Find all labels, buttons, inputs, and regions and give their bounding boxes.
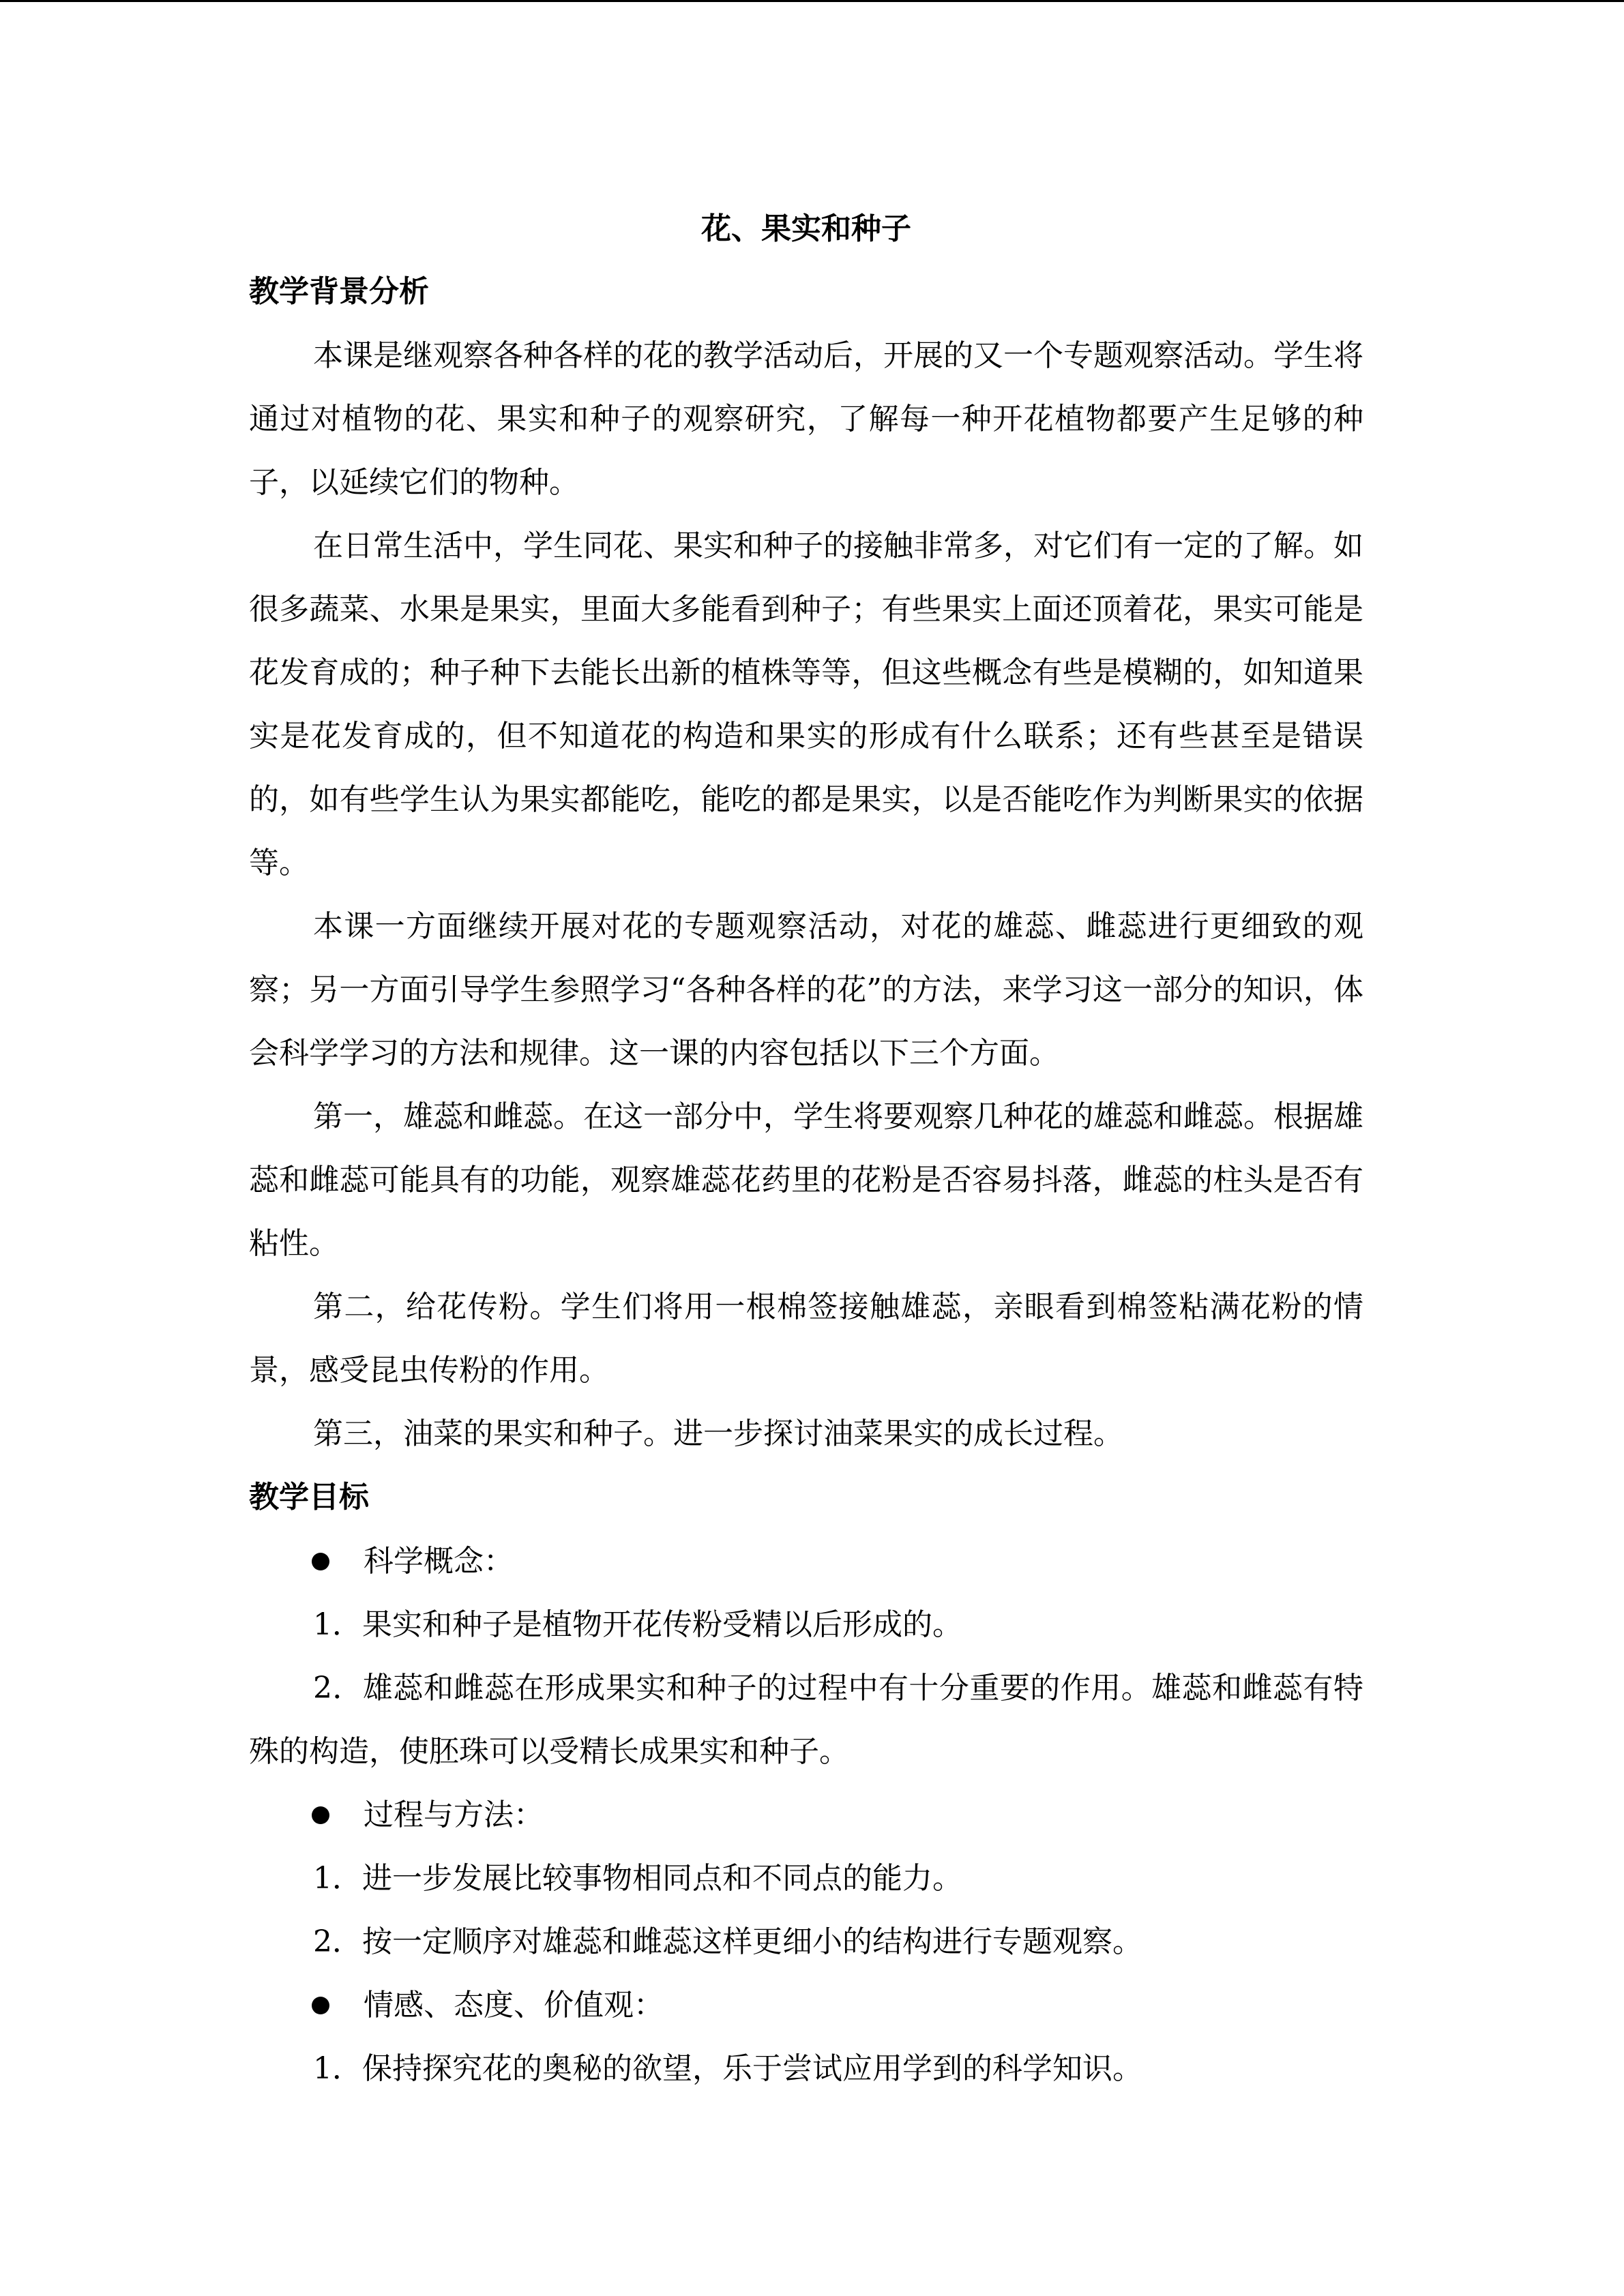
paragraph: 本课一方面继续开展对花的专题观察活动，对花的雄蕊、雌蕊进行更细致的观察；另一方面引导学生参照学习“各种各样的花”的方法，来学习这一部分的知识，体会科学学习的方法和规律。这一课的内容包括以下三个方面。 <box>249 909 1363 1071</box>
paragraph: 在日常生活中，学生同花、果实和种子的接触非常多，对它们有一定的了解。如很多蔬菜、水果是果实，里面大多能看到种子；有些果实上面还顶着花，果实可能是花发育成的；种子种下去能长出新的植株等等，但这些概念有些是模糊的，如知道果实是花发育成的，但不知道花的构造和果实的形成有什么联系；还有些甚至是错误的，如有些学生认为果实都能吃，能吃的都是果实，以是否能吃作为判断果实的依据等。 <box>249 528 1363 880</box>
goal-group-label-text: 情感、态度、价值观： <box>364 1988 664 2023</box>
paragraph: 第三，油菜的果实和种子。进一步探讨油菜果实的成长过程。 <box>313 1416 1123 1451</box>
paragraph: 第一，雄蕊和雌蕊。在这一部分中，学生将要观察几种花的雄蕊和雌蕊。根据雄蕊和雌蕊可能具有的功能，观察雄蕊花药里的花粉是否容易抖落，雌蕊的柱头是否有粘性。 <box>249 1099 1363 1261</box>
goal-group-label <box>249 1783 1363 1847</box>
paragraph: 本课是继观察各种各样的花的教学活动后，开展的又一个专题观察活动。学生将通过对植物的花、果实和种子的观察研究，了解每一种开花植物都要产生足够的种子，以延续它们的物种。 <box>249 338 1363 500</box>
bullet-icon <box>312 1806 329 1824</box>
document-content <box>249 198 1363 2100</box>
goal-item: 2．雄蕊和雌蕊在形成果实和种子的过程中有十分重要的作用。雄蕊和雌蕊有特殊的构造，使胚珠可以受精长成果实和种子。 <box>249 1671 1363 1769</box>
paragraph: 第二，给花传粉。学生们将用一根棉签接触雄蕊，亲眼看到棉签粘满花粉的情景，感受昆虫传粉的作用。 <box>249 1289 1363 1388</box>
goal-item: 1．进一步发展比较事物相同点和不同点的能力。 <box>313 1861 962 1896</box>
goal-item: 2．按一定顺序对雄蕊和雌蕊这样更细小的结构进行专题观察。 <box>313 1924 1142 1959</box>
bullet-icon <box>312 1997 329 2014</box>
goal-group-label-text: 科学概念： <box>364 1544 514 1579</box>
section-heading-goals: 教学目标 <box>249 1480 369 1515</box>
bullet-icon <box>312 1553 329 1570</box>
goal-item: 1．果实和种子是植物开花传粉受精以后形成的。 <box>313 1607 962 1642</box>
goal-group-label <box>249 1973 1363 2037</box>
goal-group-label <box>249 1530 1363 1593</box>
goal-group-label-text: 过程与方法： <box>364 1798 544 1832</box>
document-title: 花、果实和种子 <box>701 211 911 246</box>
section-heading-background: 教学背景分析 <box>249 274 429 309</box>
goal-item: 1．保持探究花的奥秘的欲望，乐于尝试应用学到的科学知识。 <box>313 2051 1142 2086</box>
